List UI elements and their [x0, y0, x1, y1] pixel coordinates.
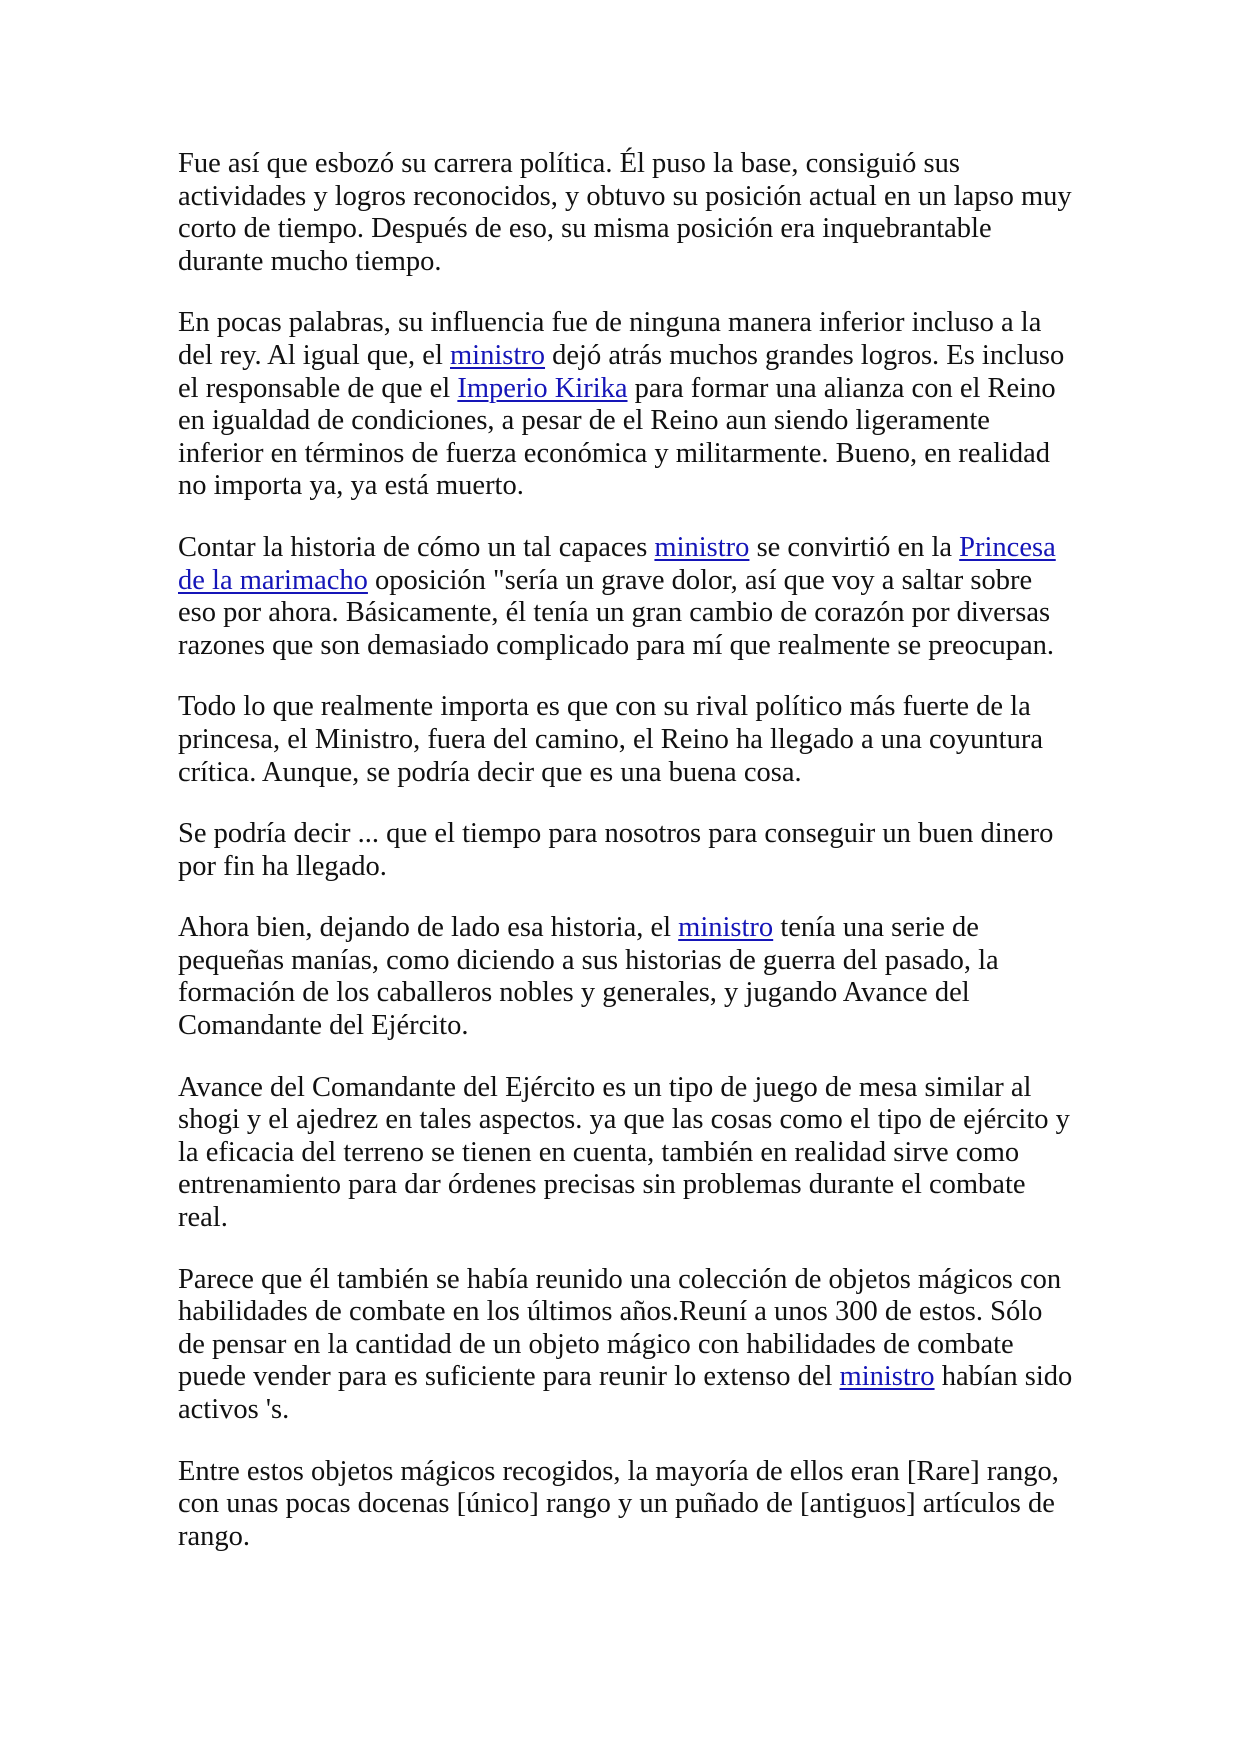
paragraph-text: se convirtió en la	[749, 531, 960, 563]
paragraph-5	[178, 818, 1088, 883]
paragraph-text: oposición "sería un grave dolor, así que voy a saltar sobre eso por ahora. Básicamente, él tenía un gran cambio de corazón por diversas razones que son demasiado complicado para mí que realmente se preocupan.	[178, 564, 1055, 661]
document-page	[178, 148, 1088, 1582]
paragraph-text: Se podría decir ... que el tiempo para nosotros para conseguir un buen dinero por fin ha llegado.	[178, 818, 1054, 882]
paragraph-text: En pocas palabras, su influencia fue de ninguna manera inferior incluso a la del rey. Al igual que, el	[178, 307, 1042, 371]
paragraph-text: Fue así que esbozó su carrera política. Él puso la base, consiguió sus actividades y logros reconocidos, y obtuvo su posición actual en un lapso muy corto de tiempo. Después de eso, su misma posición era inquebrantable durante mucho tiempo.	[178, 148, 1072, 277]
paragraph-text: tenía una serie de pequeñas manías, como diciendo a sus historias de guerra del pasado, la formación de los caballeros nobles y generales, y jugando Avance del Comandante del Ejército.	[178, 912, 999, 1042]
paragraph-text: dejó atrás muchos grandes logros. Es incluso el responsable de que el	[178, 339, 1065, 404]
link-imperio-kirika[interactable]: Imperio Kirika	[457, 372, 628, 404]
paragraph-1	[178, 148, 1088, 278]
paragraph-text: Ahora bien, dejando de lado esa historia, el	[178, 912, 679, 944]
paragraph-6	[178, 912, 1088, 1042]
paragraph-text: Contar la historia de cómo un tal capaces	[178, 531, 655, 563]
link-ministro[interactable]: ministro	[839, 1361, 935, 1393]
paragraph-4	[178, 691, 1088, 789]
paragraph-8	[178, 1264, 1088, 1427]
paragraph-text: Avance del Comandante del Ejército es un tipo de juego de mesa similar al shogi y el ajedrez en tales aspectos. ya que las cosas como el tipo de ejército y la eficacia del terreno se tienen en cuenta, también en realidad sirve como entrenamiento para dar órdenes precisas sin problemas durante el combate real.	[178, 1071, 1070, 1234]
paragraph-9	[178, 1456, 1088, 1554]
link-ministro[interactable]: ministro	[450, 339, 546, 371]
link-princesa-de-la-marimacho[interactable]: Princesa de la marimacho	[178, 531, 1056, 596]
link-ministro[interactable]: ministro	[654, 531, 750, 563]
link-ministro[interactable]: ministro	[678, 912, 774, 944]
paragraph-2	[178, 307, 1088, 503]
paragraph-7	[178, 1072, 1088, 1235]
paragraph-text: habían sido activos 's.	[178, 1361, 1073, 1425]
paragraph-text: para formar una alianza con el Reino en igualdad de condiciones, a pesar de el Reino aun siendo ligeramente inferior en términos de fuerza económica y militarmente. Bueno, en realidad no importa ya, ya está muerto.	[178, 372, 1056, 502]
paragraph-text: Parece que él también se había reunido una colección de objetos mágicos con habilidades de combate en los últimos años.Reuní a unos 300 de estos. Sólo de pensar en la cantidad de un objeto mágico con habilidades de combate puede vender para es suficiente para reunir lo extenso del	[178, 1263, 1062, 1393]
paragraph-text: Todo lo que realmente importa es que con su rival político más fuerte de la princesa, el Ministro, fuera del camino, el Reino ha llegado a una coyuntura crítica. Aunque, se podría decir que es una buena cosa.	[178, 691, 1043, 788]
paragraph-text: Entre estos objetos mágicos recogidos, la mayoría de ellos eran [Rare] rango, con unas pocas docenas [único] rango y un puñado de [antiguos] artículos de rango.	[178, 1455, 1059, 1552]
paragraph-3	[178, 532, 1088, 662]
